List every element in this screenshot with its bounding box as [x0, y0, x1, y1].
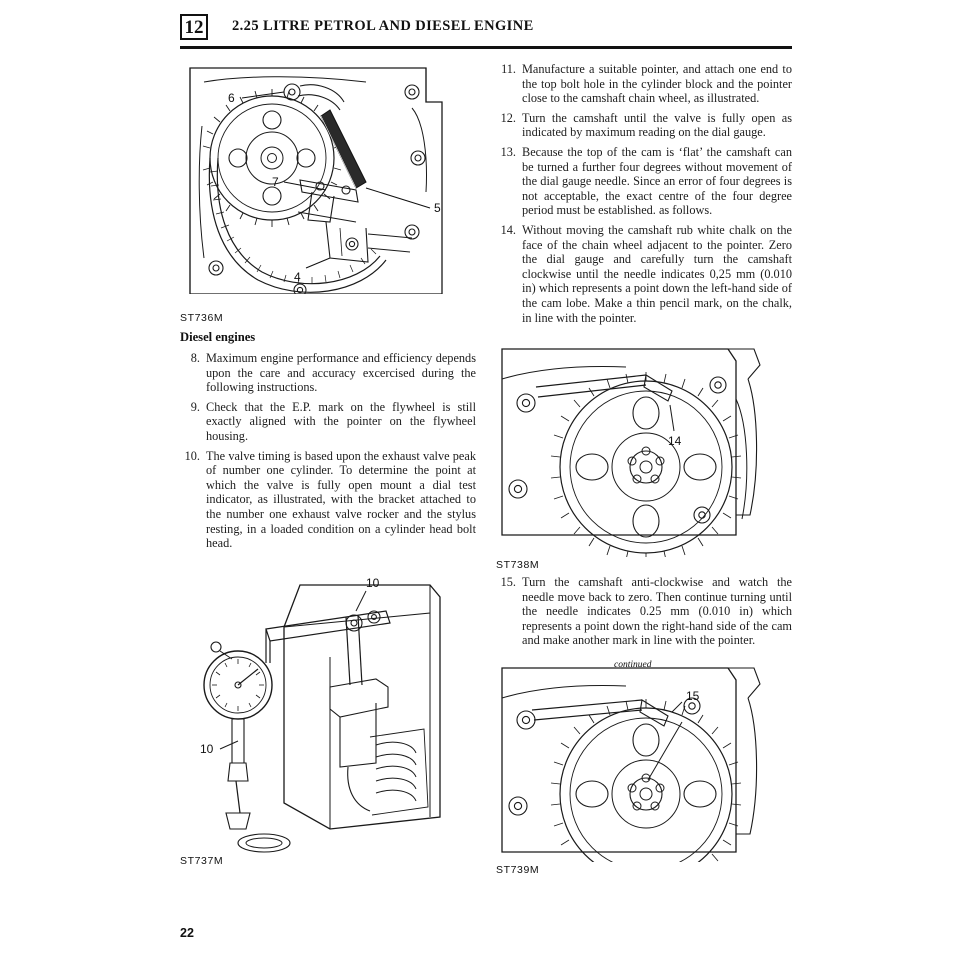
step-number: 11.: [501, 62, 516, 76]
figure-callout-10a: 10: [200, 741, 214, 756]
step-number: 8.: [190, 351, 200, 365]
list-item: [180, 400, 476, 444]
figure-st737m-drawing: [180, 567, 476, 853]
page-title: 2.25 LITRE PETROL AND DIESEL ENGINE: [232, 18, 534, 34]
right-steps-list-bottom: [496, 575, 792, 648]
step-text: Manufacture a suitable pointer, and attach one end to the top bolt hole in the cylinder block and the pointer close to the camshaft chain wheel, as illustrated.: [522, 62, 792, 106]
step-number: 15.: [500, 575, 516, 590]
figure-st736m-caption: ST736M: [180, 312, 224, 324]
step-text: Turn the camshaft anti-clockwise and watch the needle move back to zero. Then continue turning until the needle indicates 0.25 mm (0.010 in) which represents a point down the right-hand side of the cam and make another mark in line with the pointer.: [522, 575, 792, 648]
step-text: The valve timing is based upon the exhaust valve peak of number one cylinder. To determine the point at which the valve is fully open mount a dial test indicator, as illustrated, with the bracket attached to the number one exhaust valve rocker and the stylus resting, in a loaded condition on a cylinder head bolt head.: [206, 448, 476, 551]
step-number: 12.: [500, 110, 516, 125]
right-column: [496, 62, 792, 877]
figure-st737m-caption: ST737M: [180, 854, 224, 867]
page-header: [180, 14, 792, 48]
step-number: 10.: [184, 448, 200, 463]
page-number: 22: [180, 926, 194, 940]
figure-st737m: [180, 567, 476, 867]
list-item: [180, 351, 476, 395]
list-item: [496, 575, 792, 648]
figure-continued-note: continued: [614, 660, 652, 671]
right-steps-list-top: [496, 62, 792, 325]
figure-st736m: [180, 62, 476, 324]
figure-st738m-drawing: [496, 339, 792, 557]
list-item: [180, 449, 476, 551]
step-number: 13.: [500, 144, 516, 159]
figure-callout-10b: 10: [366, 575, 380, 590]
figure-callout-4: 4: [294, 270, 301, 284]
figure-st739m-caption: ST739M: [496, 864, 540, 877]
list-item: [496, 62, 792, 106]
figure-callout-14: 14: [668, 434, 682, 449]
figure-st738m-caption: ST738M: [496, 559, 540, 572]
step-text: Because the top of the cam is ‘flat’ the camshaft can be turned a further four degrees without movement of the dial gauge needle. Since an error of four degrees is not acceptable, the exact centre of the four degree period must be established. as follows.: [522, 144, 792, 218]
figure-callout-6: 6: [228, 91, 235, 105]
figure-st738m: [496, 339, 792, 572]
step-number: 14.: [500, 222, 516, 237]
figure-callout-7: 7: [272, 175, 279, 189]
list-item: [496, 145, 792, 218]
figure-st736m-drawing: [180, 62, 476, 310]
left-steps-list: [180, 351, 476, 551]
step-text: Without moving the camshaft rub white chalk on the face of the chain wheel adjacent to the pointer. Zero the dial gauge and carefully turn the camshaft clockwise until the needle indicates 0,25 mm (0.010 in) which represents a point down the left-hand side of the cam lobe. Make a thin pencil mark, on the chalk, in line with the pointer.: [522, 222, 792, 325]
step-text: Maximum engine performance and efficiency depends upon the care and accuracy excercised during the following instructions.: [206, 351, 476, 395]
list-item: [496, 223, 792, 325]
header-divider: [180, 46, 792, 49]
list-item: [496, 111, 792, 140]
step-number: 9.: [190, 399, 200, 414]
figure-st739m-drawing: [496, 662, 792, 862]
section-heading-diesel-engines: Diesel engines: [180, 330, 256, 344]
figure-callout-5: 5: [434, 201, 441, 215]
left-column: [180, 62, 476, 867]
figure-st739m: [496, 660, 792, 877]
step-text: Turn the camshaft until the valve is fully open as indicated by maximum reading on the dial gauge.: [522, 110, 792, 140]
step-text: Check that the E.P. mark on the flywheel is still exactly aligned with the pointer on the flywheel housing.: [206, 399, 476, 443]
figure-callout-15: 15: [686, 689, 700, 704]
chapter-number-box: 12: [180, 14, 208, 40]
